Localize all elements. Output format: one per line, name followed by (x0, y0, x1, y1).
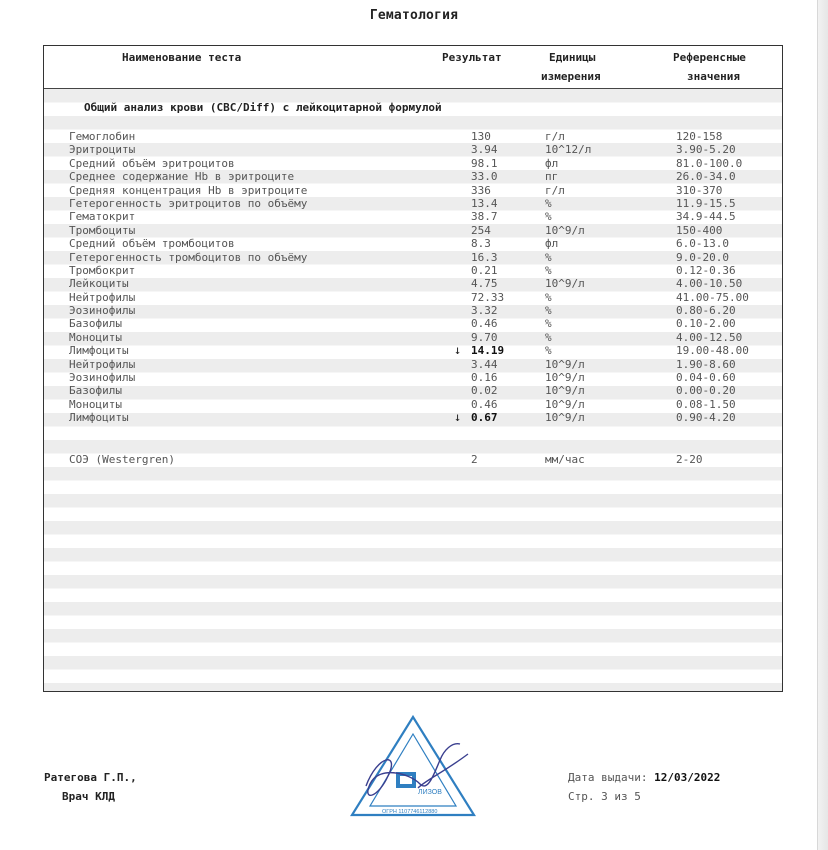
table-row (44, 170, 782, 183)
table-row (44, 384, 782, 397)
unit: 10^9/л (545, 371, 585, 385)
reference-range: 4.00-12.50 (676, 330, 743, 344)
table-header (44, 46, 782, 89)
issue-info (568, 768, 720, 806)
doctor-signature-block (44, 768, 137, 806)
unit: 10^9/л (545, 411, 585, 425)
esr-value: 2 (471, 453, 478, 466)
reference-range: 41.00-75.00 (676, 290, 749, 304)
table-row (44, 344, 782, 357)
table-row (44, 411, 782, 424)
result-value: 130 (471, 130, 491, 143)
issue-date-value: 12/03/2022 (654, 771, 721, 784)
reference-range: 6.0-13.0 (676, 237, 729, 251)
reference-range: 81.0-100.0 (676, 156, 743, 170)
result-value: 254 (471, 223, 491, 237)
esr-row-container (44, 453, 782, 466)
esr-name: СОЭ (Westergren) (69, 453, 175, 466)
table-row (44, 264, 782, 277)
header-test-name: Наименование теста (122, 51, 242, 64)
reference-range: 0.10-2.00 (676, 317, 736, 331)
unit: 10^9/л (545, 384, 585, 398)
unit: % (545, 263, 552, 277)
test-name: Лимфоциты (69, 344, 129, 358)
reference-range: 1.90-8.60 (676, 357, 736, 371)
reference-range: 0.08-1.50 (676, 397, 736, 411)
test-name: Эозинофилы (69, 371, 136, 385)
header-ref-line2: значения (687, 70, 740, 83)
unit: 10^9/л (545, 397, 585, 411)
reference-range: 0.00-0.20 (676, 384, 736, 398)
low-flag-arrow-icon: ↓ (454, 343, 462, 358)
test-name: Моноциты (69, 397, 122, 411)
result-value: 0.02 (471, 384, 498, 398)
issue-date-label: Дата выдачи: (568, 771, 648, 784)
doctor-name: Ратегова Г.П., (44, 771, 137, 784)
test-name: Средний объём тромбоцитов (69, 237, 235, 251)
reference-range: 34.9-44.5 (676, 210, 736, 224)
header-units-line1: Единицы (549, 51, 596, 64)
table-row (44, 143, 782, 156)
header-result: Результат (442, 51, 502, 64)
table-row (44, 398, 782, 411)
unit: % (545, 196, 552, 210)
table-row (44, 358, 782, 371)
low-flag-arrow-icon: ↓ (454, 410, 462, 425)
svg-text:ОГРН 1107746112880: ОГРН 1107746112880 (382, 809, 438, 815)
table-row (44, 291, 782, 304)
table-row (44, 331, 782, 344)
esr-ref: 2-20 (676, 453, 703, 466)
section-title: Общий анализ крови (CBC/Diff) с лейкоцитарной формулой (84, 101, 442, 114)
table-row (44, 130, 782, 143)
reference-range: 19.00-48.00 (676, 344, 749, 358)
test-name: Базофилы (69, 384, 122, 398)
unit: % (545, 250, 552, 264)
result-value: 38.7 (471, 210, 498, 224)
table-row (44, 184, 782, 197)
lab-stamp-with-signature (348, 714, 478, 820)
table-row (44, 210, 782, 223)
results-rows (44, 130, 782, 425)
result-value: 0.67 (471, 411, 498, 425)
test-name: Гематокрит (69, 210, 136, 224)
table-row (44, 251, 782, 264)
test-name: Гемоглобин (69, 130, 136, 143)
result-value: 9.70 (471, 330, 498, 344)
result-value: 33.0 (471, 170, 498, 184)
result-value: 0.46 (471, 317, 498, 331)
unit: фл (545, 237, 559, 251)
reference-range: 9.0-20.0 (676, 250, 729, 264)
result-value: 0.46 (471, 397, 498, 411)
test-name: Средняя концентрация Hb в эритроците (69, 183, 308, 197)
test-name: Гетерогенность эритроцитов по объёму (69, 196, 308, 210)
unit: г/л (545, 130, 565, 143)
table-row (44, 157, 782, 170)
doctor-role: Врач КЛД (62, 790, 115, 803)
test-name: Базофилы (69, 317, 122, 331)
unit: 10^9/л (545, 277, 585, 291)
table-row-esr (44, 453, 782, 466)
reference-range: 3.90-5.20 (676, 143, 736, 157)
result-value: 98.1 (471, 156, 498, 170)
unit: 10^12/л (545, 143, 592, 157)
result-value: 3.32 (471, 304, 498, 318)
result-value: 3.44 (471, 357, 498, 371)
test-name: Эритроциты (69, 143, 136, 157)
test-name: Гетерогенность тромбоцитов по объёму (69, 250, 308, 264)
unit: % (545, 317, 552, 331)
reference-range: 0.12-0.36 (676, 263, 736, 277)
result-value: 3.94 (471, 143, 498, 157)
test-name: Эозинофилы (69, 304, 136, 318)
result-value: 13.4 (471, 196, 498, 210)
reference-range: 11.9-15.5 (676, 196, 736, 210)
test-name: Нейтрофилы (69, 290, 136, 304)
test-name: Средний объём эритроцитов (69, 156, 235, 170)
table-row (44, 237, 782, 250)
result-value: 4.75 (471, 277, 498, 291)
header-ref-line1: Референсные (673, 51, 746, 64)
results-table (43, 45, 783, 692)
test-name: Моноциты (69, 330, 122, 344)
result-value: 72.33 (471, 290, 505, 304)
test-name: Нейтрофилы (69, 357, 136, 371)
page-title: Гематология (369, 8, 459, 23)
unit: % (545, 210, 552, 224)
svg-text:ЛИЗОВ: ЛИЗОВ (418, 789, 442, 796)
unit: 10^9/л (545, 357, 585, 371)
result-value: 0.16 (471, 371, 498, 385)
reference-range: 310-370 (676, 183, 723, 197)
reference-range: 26.0-34.0 (676, 170, 736, 184)
page-number: Стр. 3 из 5 (568, 790, 641, 803)
unit: % (545, 344, 552, 358)
table-row (44, 277, 782, 290)
unit: фл (545, 156, 559, 170)
unit: % (545, 290, 552, 304)
reference-range: 0.04-0.60 (676, 371, 736, 385)
reference-range: 4.00-10.50 (676, 277, 743, 291)
unit: г/л (545, 183, 565, 197)
unit: пг (545, 170, 559, 184)
result-value: 14.19 (471, 344, 505, 358)
reference-range: 150-400 (676, 223, 723, 237)
test-name: Тромбокрит (69, 263, 136, 277)
reference-range: 120-158 (676, 130, 723, 143)
result-value: 16.3 (471, 250, 498, 264)
result-value: 336 (471, 183, 491, 197)
header-units-line2: измерения (541, 70, 601, 83)
reference-range: 0.80-6.20 (676, 304, 736, 318)
result-value: 8.3 (471, 237, 491, 251)
table-row (44, 317, 782, 330)
reference-range: 0.90-4.20 (676, 411, 736, 425)
table-row (44, 224, 782, 237)
result-value: 0.21 (471, 263, 498, 277)
test-name: Среднее содержание Hb в эритроците (69, 170, 295, 184)
unit: % (545, 330, 552, 344)
unit: % (545, 304, 552, 318)
table-row (44, 197, 782, 210)
table-row (44, 304, 782, 317)
esr-unit: мм/час (545, 453, 585, 466)
test-name: Лимфоциты (69, 411, 129, 425)
unit: 10^9/л (545, 223, 585, 237)
page-edge (817, 0, 828, 850)
test-name: Тромбоциты (69, 223, 136, 237)
table-row (44, 371, 782, 384)
test-name: Лейкоциты (69, 277, 129, 291)
